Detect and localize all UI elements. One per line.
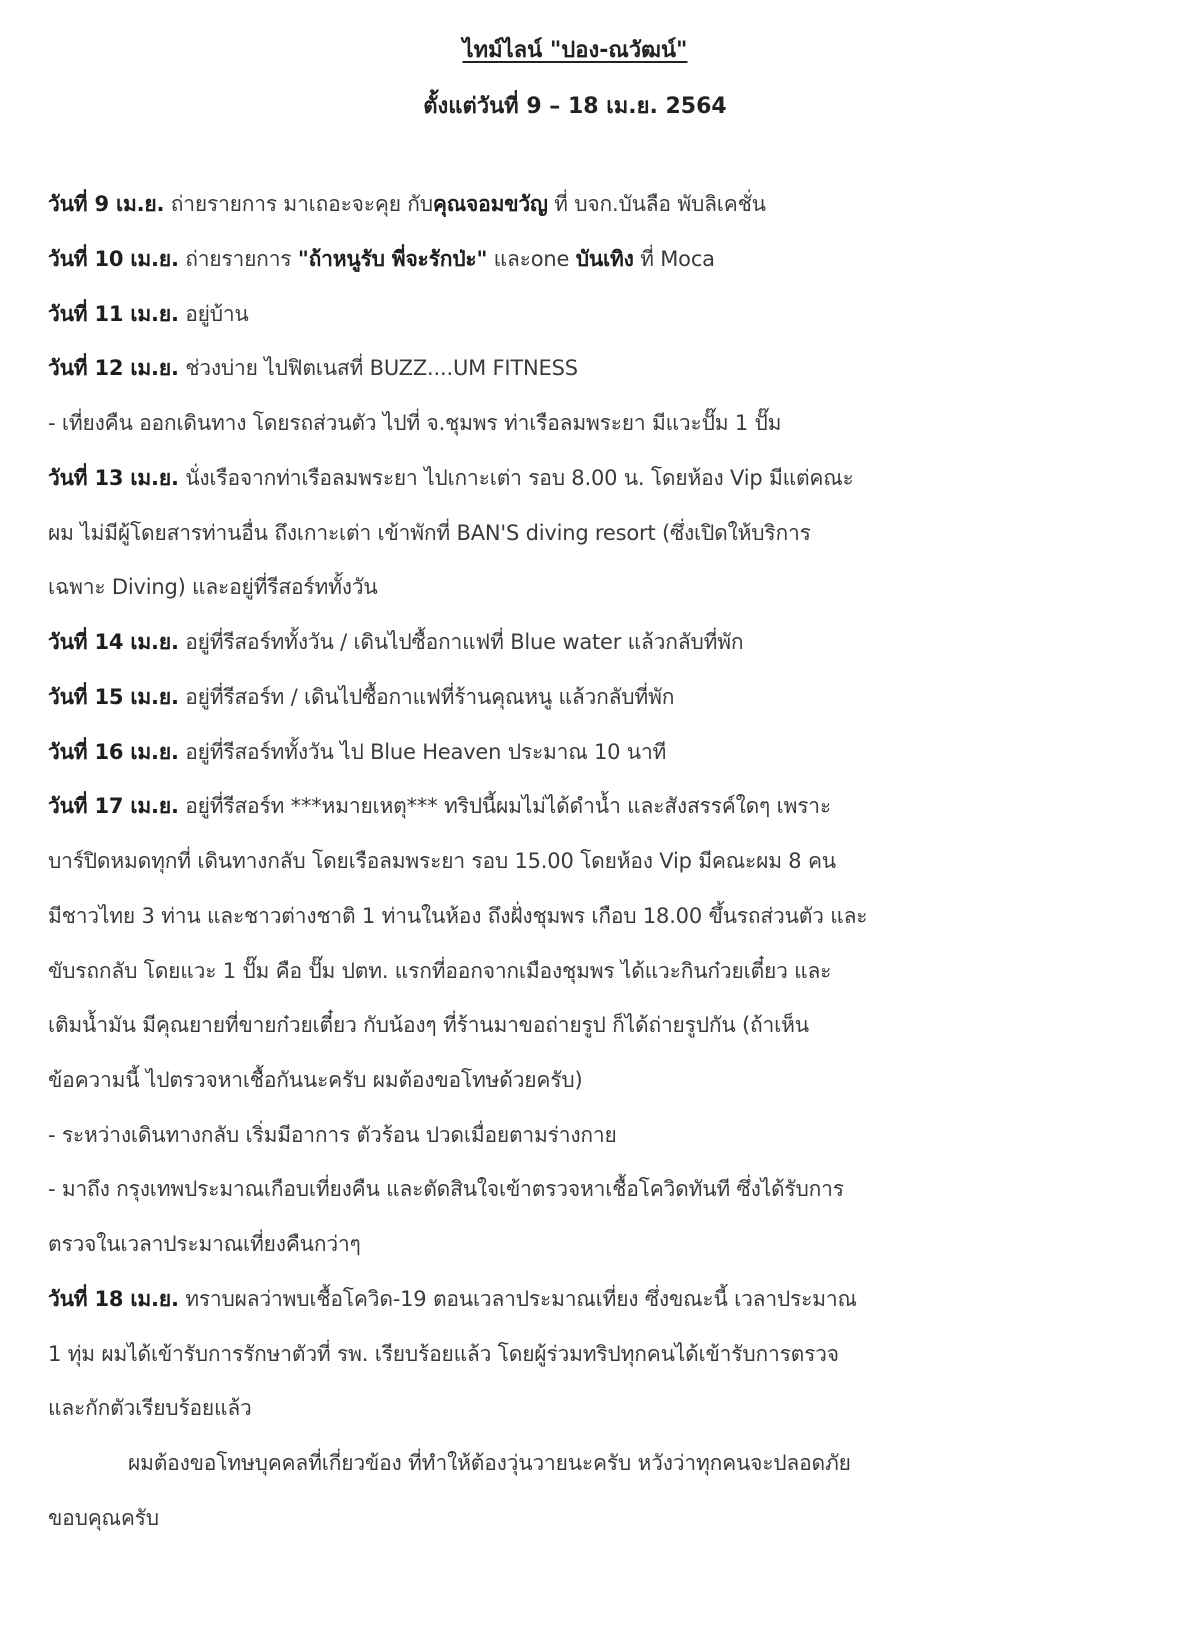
closing-line: [48, 1502, 159, 1535]
timeline-line: [48, 955, 831, 988]
timeline-line: [48, 243, 715, 276]
timeline-line: [48, 900, 867, 933]
line-text: มีชาวไทย 3 ท่าน และชาวต่างชาติ 1 ท่านในห้อง ถึงฝั่งชุมพร เกือบ 18.00 ขึ้นรถส่วนตัว และ: [48, 904, 868, 928]
line-text: ที่ บจก.บันลือ พับลิเคชั่น: [547, 192, 766, 216]
timeline-line: [48, 845, 836, 878]
apology-line: [128, 1447, 851, 1480]
timeline-line: [48, 681, 674, 714]
bold-text: คุณจอมขวัญ: [432, 192, 548, 216]
line-text: ทราบผลว่าพบเชื้อโควิด-19 ตอนเวลาประมาณเที่ยง ซึ่งขณะนี้ เวลาประมาณ: [178, 1287, 857, 1311]
line-text: ช่วงบ่าย ไปฟิตเนสที่ BUZZ....UM FITNESS: [178, 356, 578, 380]
bold-text: "ถ้าหนูรับ พี่จะรักป่ะ": [297, 247, 488, 271]
date-label: วันที่ 13 เม.ย.: [48, 466, 179, 490]
document-title: ไทม์ไลน์ "ปอง-ณวัฒน์": [462, 38, 688, 63]
line-text: บาร์ปิดหมดทุกที่ เดินทางกลับ โดยเรือลมพระยา รอบ 15.00 โดยห้อง Vip มีคณะผม 8 คน: [48, 849, 836, 873]
timeline-line: [48, 790, 831, 823]
line-text: ข้อความนี้ ไปตรวจหาเชื้อกันนะครับ ผมต้องขอโทษด้วยครับ): [48, 1068, 583, 1092]
timeline-line: [48, 352, 578, 385]
line-text: ผม ไม่มีผู้โดยสารท่านอื่น ถึงเกาะเต่า เข้าพักที่ BAN'S diving resort (ซึ่งเปิดให้บริการ: [48, 521, 811, 545]
date-label: วันที่ 16 เม.ย.: [48, 740, 179, 764]
timeline-line: [48, 517, 811, 550]
timeline-line: [48, 1338, 839, 1371]
line-text: และกักตัวเรียบร้อยแล้ว: [48, 1396, 252, 1420]
date-label: วันที่ 14 เม.ย.: [48, 630, 179, 654]
timeline-line: [48, 571, 378, 604]
line-text: - ระหว่างเดินทางกลับ เริ่มมีอาการ ตัวร้อน ปวดเมื่อยตามร่างกาย: [48, 1123, 617, 1147]
line-text: ผมต้องขอโทษบุคคลที่เกี่ยวข้อง ที่ทำให้ต้องวุ่นวายนะครับ หวังว่าทุกคนจะปลอดภัย: [128, 1451, 851, 1475]
timeline-line: [48, 188, 766, 221]
line-text: นั่งเรือจากท่าเรือลมพระยา ไปเกาะเต่า รอบ 8.00 น. โดยห้อง Vip มีแต่คณะ: [178, 466, 854, 490]
date-label: วันที่ 15 เม.ย.: [48, 685, 179, 709]
line-text: ที่ Moca: [633, 247, 715, 271]
line-text: - เที่ยงคืน ออกเดินทาง โดยรถส่วนตัว ไปที่ จ.ชุมพร ท่าเรือลมพระยา มีแวะปั๊ม 1 ปั๊ม: [48, 411, 782, 435]
line-text: เติมน้ำมัน มีคุณยายที่ขายก๋วยเตี๋ยว กับน้องๆ ที่ร้านมาขอถ่ายรูป ก็ได้ถ่ายรูปกัน (ถ้าเห็น: [48, 1013, 809, 1037]
date-label: วันที่ 11 เม.ย.: [48, 302, 179, 326]
timeline-line: [48, 1283, 857, 1316]
line-text: ถ่ายรายการ มาเถอะจะคุย กับ: [164, 192, 433, 216]
line-text: เฉพาะ Diving) และอยู่ที่รีสอร์ททั้งวัน: [48, 575, 378, 599]
date-label: วันที่ 10 เม.ย.: [48, 247, 179, 271]
timeline-line: [48, 407, 781, 440]
timeline-line: [48, 736, 666, 769]
document-subtitle: ตั้งแต่วันที่ 9 – 18 เม.ย. 2564: [423, 94, 727, 119]
timeline-line: [48, 626, 743, 659]
bold-text: บันเทิง: [575, 247, 634, 271]
timeline-line: [48, 1009, 809, 1042]
line-text: - มาถึง กรุงเทพประมาณเกือบเที่ยงคืน และตัดสินใจเข้าตรวจหาเชื้อโควิดทันที ซึ่งได้รับการ: [48, 1177, 844, 1201]
date-label: วันที่ 18 เม.ย.: [48, 1287, 179, 1311]
line-text: อยู่ที่รีสอร์ททั้งวัน ไป Blue Heaven ประมาณ 10 นาที: [178, 740, 667, 764]
timeline-line: [48, 1392, 252, 1425]
date-label: วันที่ 12 เม.ย.: [48, 356, 179, 380]
timeline-line: [48, 1119, 617, 1152]
timeline-line: [48, 1064, 582, 1097]
line-text: อยู่ที่รีสอร์ท ***หมายเหตุ*** ทริปนี้ผมไม่ได้ดำน้ำ และสังสรรค์ใดๆ เพราะ: [178, 794, 831, 818]
timeline-line: [48, 1228, 361, 1261]
date-label: วันที่ 17 เม.ย.: [48, 794, 179, 818]
timeline-line: [48, 462, 854, 495]
line-text: ขับรถกลับ โดยแวะ 1 ปั๊ม คือ ปั๊ม ปตท. แรกที่ออกจากเมืองชุมพร ได้แวะกินก๋วยเตี๋ยว และ: [48, 959, 832, 983]
line-text: อยู่ที่รีสอร์ท / เดินไปซื้อกาแฟที่ร้านคุณหนู แล้วกลับที่พัก: [178, 685, 675, 709]
line-text: ขอบคุณครับ: [48, 1506, 159, 1530]
timeline-line: [48, 298, 249, 331]
line-text: 1 ทุ่ม ผมได้เข้ารับการรักษาตัวที่ รพ. เรียบร้อยแล้ว โดยผู้ร่วมทริปทุกคนได้เข้ารับการตรวจ: [48, 1342, 839, 1366]
line-text: และone: [487, 247, 576, 271]
line-text: อยู่ที่รีสอร์ททั้งวัน / เดินไปซื้อกาแฟที่ Blue water แล้วกลับที่พัก: [178, 630, 744, 654]
line-text: อยู่บ้าน: [178, 302, 249, 326]
timeline-line: [48, 1173, 844, 1206]
line-text: ถ่ายรายการ: [178, 247, 298, 271]
line-text: ตรวจในเวลาประมาณเที่ยงคืนกว่าๆ: [48, 1232, 361, 1256]
date-label: วันที่ 9 เม.ย.: [48, 192, 165, 216]
